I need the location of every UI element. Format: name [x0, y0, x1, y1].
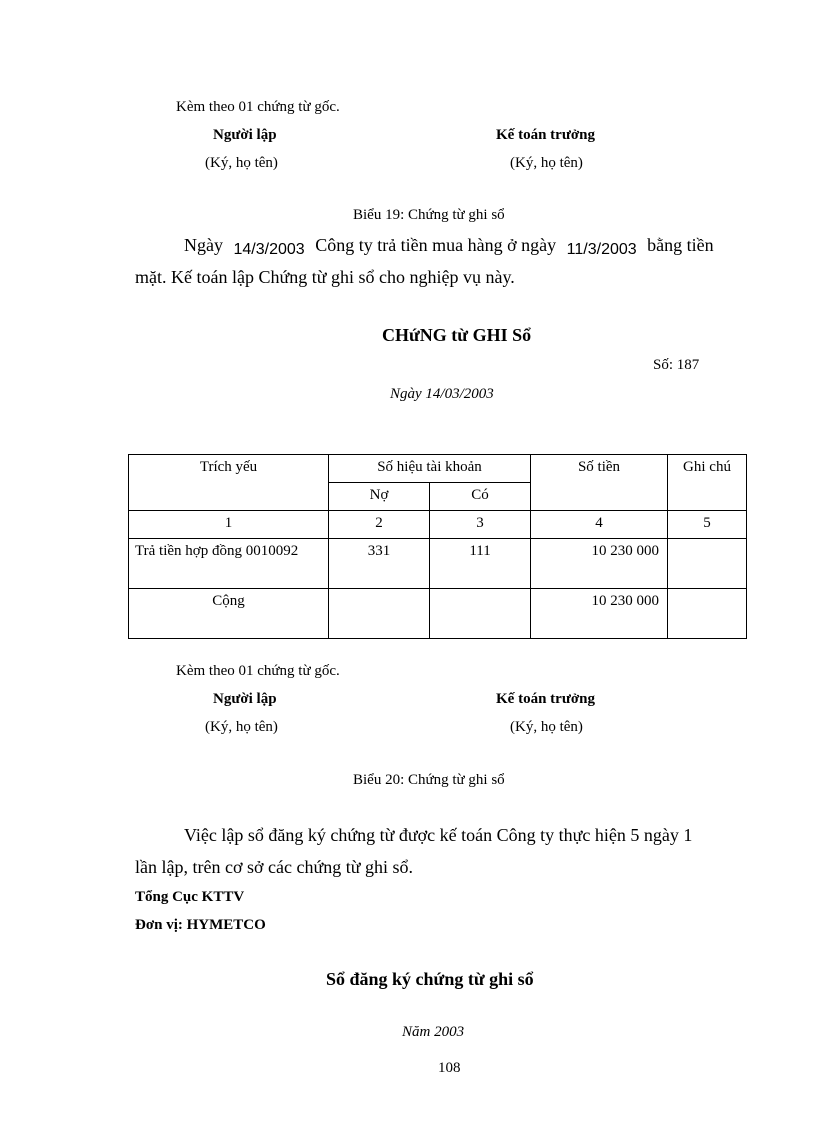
header-account-no: Số hiệu tài khoản — [329, 455, 531, 483]
preparer-label: Người lập — [213, 127, 277, 143]
column-number: 2 — [329, 511, 430, 539]
paragraph-line: Việc lập sổ đăng ký chứng từ được kế toán Công ty thực hiện 5 ngày 1 — [184, 825, 693, 845]
cell-credit — [430, 589, 531, 639]
table-total-row — [129, 589, 747, 639]
register-title: Sổ đăng ký chứng từ ghi sổ — [326, 969, 534, 989]
chief-accountant-label: Kế toán trưởng — [496, 127, 595, 143]
attachment-note: Kèm theo 01 chứng từ gốc. — [176, 99, 340, 115]
preparer-signature-hint: (Ký, họ tên) — [205, 155, 278, 171]
agency-name: Tổng Cục KTTV — [135, 889, 245, 905]
cell-summary: Cộng — [129, 589, 329, 639]
cell-note — [668, 539, 747, 589]
column-number: 4 — [531, 511, 668, 539]
chief-accountant-signature-hint: (Ký, họ tên) — [510, 719, 583, 735]
cell-note — [668, 589, 747, 639]
page-number: 108 — [438, 1060, 461, 1076]
cell-debit — [329, 589, 430, 639]
header-debit: Nợ — [329, 483, 430, 511]
cell-amount: 10 230 000 — [531, 539, 668, 589]
voucher-table — [128, 454, 747, 639]
table-row — [129, 539, 747, 589]
header-summary: Trích yếu — [129, 455, 329, 511]
column-number-row — [129, 511, 747, 539]
cell-credit: 111 — [430, 539, 531, 589]
chief-accountant-label: Kế toán trưởng — [496, 691, 595, 707]
chief-accountant-signature-hint: (Ký, họ tên) — [510, 155, 583, 171]
date-value: 11/3/2003 — [566, 241, 637, 258]
cell-summary: Trả tiền hợp đồng 0010092 — [129, 539, 329, 589]
register-year: Năm 2003 — [402, 1024, 465, 1040]
figure-caption: Biểu 19: Chứng từ ghi sổ — [353, 207, 505, 223]
paragraph-line: lần lập, trên cơ sở các chứng từ ghi sổ. — [135, 857, 413, 877]
column-number: 1 — [129, 511, 329, 539]
date-value: 14/3/2003 — [233, 241, 305, 258]
paragraph-line: Ngày 14/3/2003 Công ty trả tiền mua hàng ở ngày 11/3/2003 bằng tiền — [184, 235, 714, 258]
cell-amount: 10 230 000 — [531, 589, 668, 639]
voucher-title: CHứNG từ GHI Sổ — [382, 325, 532, 345]
header-note: Ghi chú — [668, 455, 747, 511]
preparer-signature-hint: (Ký, họ tên) — [205, 719, 278, 735]
header-amount: Số tiền — [531, 455, 668, 511]
attachment-note: Kèm theo 01 chứng từ gốc. — [176, 663, 340, 679]
header-credit: Có — [430, 483, 531, 511]
unit-name: Đơn vị: HYMETCO — [135, 917, 266, 933]
figure-caption: Biểu 20: Chứng từ ghi sổ — [353, 772, 505, 788]
voucher-number: Số: 187 — [653, 357, 700, 373]
column-number: 3 — [430, 511, 531, 539]
column-number: 5 — [668, 511, 747, 539]
preparer-label: Người lập — [213, 691, 277, 707]
voucher-date: Ngày 14/03/2003 — [390, 386, 494, 402]
cell-debit: 331 — [329, 539, 430, 589]
paragraph-line: mặt. Kế toán lập Chứng từ ghi sổ cho nghiệp vụ này. — [135, 267, 515, 287]
